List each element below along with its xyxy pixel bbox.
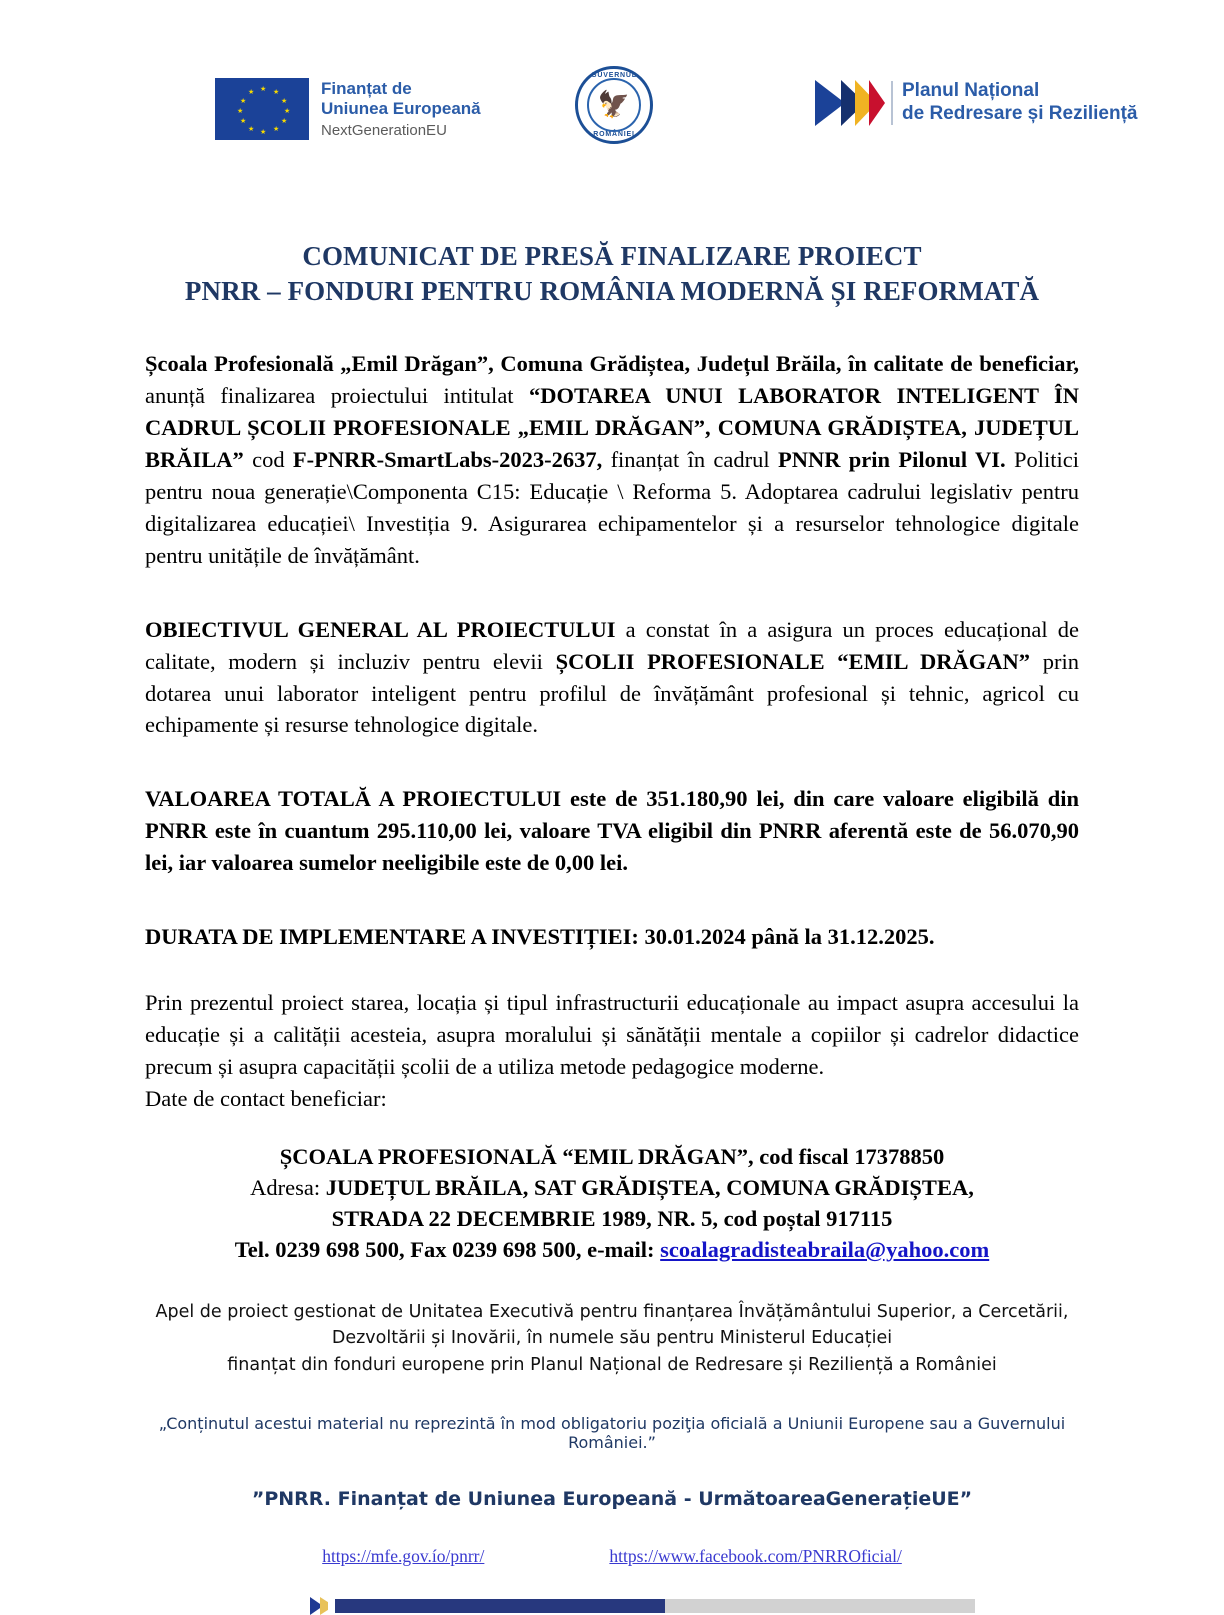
managing-authority-note	[145, 1299, 1079, 1378]
contact-phone-line	[145, 1234, 1079, 1265]
document-body	[145, 348, 1079, 1615]
contact-school-name: ȘCOALA PROFESIONALĂ “EMIL DRĂGAN”, cod fiscal 17378850	[279, 1143, 945, 1169]
intro-text-2: cod	[243, 446, 293, 472]
mfe-link[interactable]: https://mfe.gov.ío/pnrr/	[322, 1545, 485, 1566]
value-heading: VALOAREA TOTALĂ A PROIECTULUI	[145, 786, 562, 812]
footer-links	[145, 1546, 1079, 1567]
contact-address-label: Adresa:	[250, 1174, 326, 1200]
managing-line-3: finanțat din fonduri europene prin Planul Național de Redresare și Reziliență a României	[227, 1354, 997, 1375]
intro-text-3: finanțat în cadrul	[602, 446, 778, 472]
intro-text-4: Politici pentru noua generație\Componenta C15: Educație \ Reforma 5. Adoptarea cadrului legislativ pentru digitalizarea educației\ Investiția 9. Asigurarea echipamentelor și a resurselor tehnologice digitale pentru unitățile de învățământ.	[145, 446, 1079, 568]
government-seal-icon	[575, 66, 653, 144]
eu-funding-logo	[215, 78, 481, 140]
contact-address-line	[145, 1172, 1079, 1203]
contact-phone-label: Tel. 0239 698 500, Fax 0239 698 500, e-mail:	[234, 1237, 661, 1263]
eu-logo-line2: Uniunea Europeană	[321, 98, 481, 118]
objective-school-name: ȘCOLII PROFESIONALE “EMIL DRĂGAN”	[555, 648, 1031, 674]
contact-street-line: STRADA 22 DECEMBRIE 1989, NR. 5, cod poștal 917115	[331, 1206, 893, 1231]
pnrr-arrows-icon	[815, 80, 885, 126]
facebook-link[interactable]: https://www.facebook.com/PNRROficial/	[609, 1545, 902, 1566]
pnrr-divider	[891, 81, 893, 125]
contact-heading: Date de contact beneficiar:	[145, 1085, 387, 1111]
paragraph-duration: DURATA DE IMPLEMENTARE A INVESTIȚIEI: 30.01.2024 până la 31.12.2025.	[145, 924, 935, 950]
eu-logo-line1: Finanțat de	[321, 79, 412, 99]
paragraph-value	[145, 783, 1079, 879]
footer-decorative-bar	[145, 1597, 1079, 1615]
contact-email-link[interactable]: scoalagradisteabraila@yahoo.com	[660, 1237, 990, 1263]
intro-text-1: anunță finalizarea proiectului intitulat	[145, 383, 529, 409]
disclaimer-text: „Conținutul acestui material nu reprezintă în mod obligatoriu poziţia oficială a Uniunii Europene sau a Guvernului României.”	[158, 1413, 1066, 1452]
contact-address-value: JUDEȚUL BRĂILA, SAT GRĂDIȘTEA, COMUNA GRĂDIȘTEA,	[325, 1174, 974, 1200]
intro-bold-2: “DOTAREA UNUI LABORATOR INTELIGENT ÎN CADRUL ȘCOLII PROFESIONALE „EMIL DRĂGAN”, COMUNA GRĂDIȘTEA, JUDEȚUL BRĂILA”	[145, 383, 1079, 472]
intro-project-code: F-PNRR-SmartLabs-2023-2637,	[292, 446, 603, 472]
value-text: este de 351.180,90 lei, din care valoare eligibilă din PNRR este în cuantum 295.110,00 lei, valoare TVA eligibil din PNRR aferentă este de 56.070,90 lei, iar valoarea sumelor neeligibile este de 0,00 lei.	[145, 786, 1079, 876]
objective-text-1: a constat în a asigura un proces educațional de calitate, modern și incluziv pentru elevii	[145, 616, 1080, 674]
footer-bar-navy	[335, 1599, 665, 1613]
intro-bold-4: PNNR prin Pilonul VI.	[777, 446, 1006, 472]
paragraph-intro	[145, 348, 1079, 572]
page-title	[145, 239, 1079, 308]
objective-text-2: prin dotarea unui laborator inteligent pentru profilul de învățământ profesional și tehnic, agricol cu echipamente și resurse tehnologice digitale.	[145, 648, 1080, 738]
seal-bottom-text: ROMÂNIEI	[593, 131, 635, 138]
eu-logo-line3: NextGenerationEU	[321, 121, 447, 139]
pnrr-logo	[815, 80, 1138, 126]
contact-details	[145, 1141, 1079, 1265]
managing-line-2: Dezvoltării și Inovării, în numele său pentru Ministerul Educației	[331, 1328, 893, 1349]
eagle-icon: 🦅	[597, 90, 631, 119]
paragraph-objective	[145, 614, 1079, 742]
paragraph-impact: Prin prezentul proiect starea, locația și tipul infrastructurii educaționale au impact asupra accesului la educație și a calității acesteia, asupra moralului și sănătății mentale a copiilor și cadrelor didactice precum și asupra capacității școlii de a utiliza metode pedagogice moderne.	[145, 990, 1079, 1080]
footer-bar-gray	[665, 1599, 975, 1613]
intro-bold-1: Școala Profesională „Emil Drăgan”, Comuna Grădiștea, Județul Brăila, în calitate de beneficiar,	[145, 351, 1079, 377]
title-line-2: PNRR – FONDURI PENTRU ROMÂNIA MODERNĂ ȘI REFORMATĂ	[184, 275, 1040, 306]
eu-flag-icon: ★ ★ ★ ★ ★ ★ ★ ★ ★ ★ ★ ★	[215, 78, 309, 140]
pnrr-tagline: ”PNRR. Finanțat de Uniunea Europeană - UrmătoareaGenerațieUE”	[251, 1487, 973, 1510]
title-line-1: COMUNICAT DE PRESĂ FINALIZARE PROIECT	[302, 241, 922, 271]
government-of-romania-logo	[575, 66, 653, 144]
managing-line-1: Apel de proiect gestionat de Unitatea Executivă pentru finanțarea Învățământului Superior, a Cercetării,	[155, 1302, 1069, 1323]
logo-header	[145, 0, 1138, 187]
objective-heading: OBIECTIVUL GENERAL AL PROIECTULUI	[145, 616, 616, 642]
seal-top-text: GUVERNUL	[591, 72, 637, 79]
pnrr-logo-line1: Planul Național	[902, 80, 1040, 102]
pnrr-logo-line2: de Redresare și Reziliență	[902, 103, 1138, 124]
